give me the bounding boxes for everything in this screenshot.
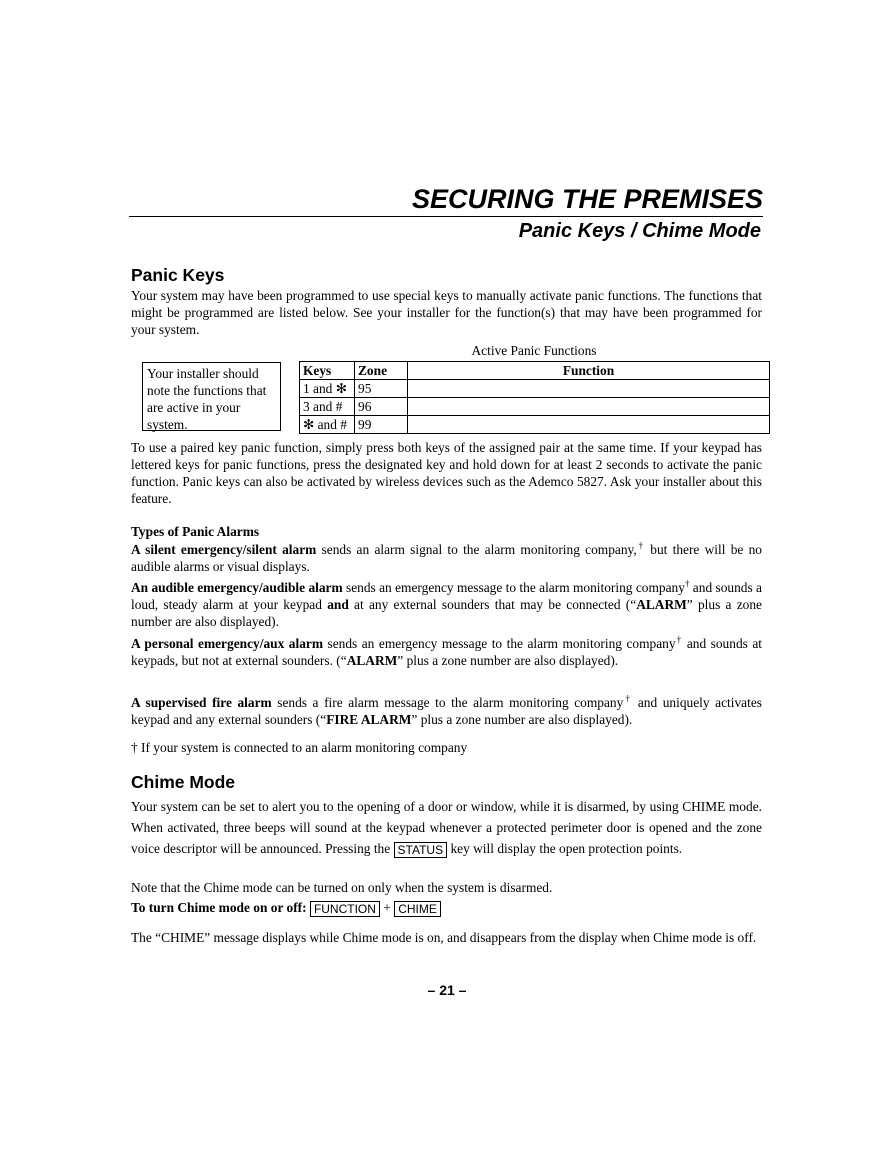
- chime-toggle-label: To turn Chime mode on or off:: [131, 900, 307, 915]
- installer-note-text: Your installer should note the functions that are active in your system.: [147, 366, 267, 432]
- row-function: [408, 416, 770, 434]
- status-key: STATUS: [394, 842, 448, 858]
- silent-alarm-text: A silent emergency/silent alarm sends an alarm signal to the alarm monitoring company,† but there will be no audible alarms or visual displays.: [131, 540, 762, 574]
- table-row: [300, 398, 770, 416]
- dagger-mark: †: [684, 578, 690, 589]
- table-row: [300, 416, 770, 434]
- header-zone: Zone: [355, 362, 408, 380]
- plus-sign: +: [383, 900, 391, 915]
- row-zone: 99: [355, 416, 408, 434]
- audible-alarm-term: An audible emergency/audible alarm: [131, 580, 343, 595]
- chime-key: CHIME: [394, 901, 441, 917]
- chime-display-note: The “CHIME” message displays while Chime mode is on, and disappears from the display when Chime mode is off.: [131, 930, 757, 945]
- page-subtitle: Panic Keys / Chime Mode: [518, 220, 761, 242]
- dagger-mark: †: [623, 693, 633, 704]
- panic-usage-text: To use a paired key panic function, simply press both keys of the assigned pair at the same time. If your keypad has lettered keys for panic functions, press the designated key and hold down for at least 2 seconds to activate the panic function. Panic keys can also be activated by wireless devices such as the Ademco 5827. Ask your installer about this feature.: [131, 440, 762, 506]
- page-title: SECURING THE PREMISES: [411, 184, 763, 214]
- chime-disarmed-note: Note that the Chime mode can be turned on only when the system is disarmed.: [131, 880, 553, 895]
- table-caption: Active Panic Functions: [471, 343, 597, 358]
- fire-alarm-text: A supervised fire alarm sends a fire alarm message to the alarm monitoring company† and uniquely activates keypad and any external sounders (“FIRE ALARM” plus a zone number are also displayed).: [131, 693, 762, 727]
- header-function: Function: [408, 362, 770, 380]
- page-number: – 21 –: [427, 982, 467, 998]
- chime-intro: Your system can be set to alert you to the opening of a door or window, while it is disarmed, by using CHIME mode. When activated, three beeps will sound at the keypad whenever a protected perimeter door is opened and the zone voice descriptor will be announced. Pressing the STATUS key will display the open protection points.: [131, 799, 762, 857]
- panic-keys-heading: Panic Keys: [131, 265, 225, 285]
- table-row: [300, 380, 770, 398]
- types-heading: Types of Panic Alarms: [131, 524, 260, 539]
- row-keys: 1 and ✻: [300, 380, 355, 398]
- silent-alarm-term: A silent emergency/silent alarm: [131, 542, 317, 557]
- function-key: FUNCTION: [310, 901, 380, 917]
- row-keys: 3 and #: [300, 398, 355, 416]
- fire-alarm-term: A supervised fire alarm: [131, 695, 272, 710]
- dagger-mark: †: [636, 540, 646, 551]
- row-zone: 96: [355, 398, 408, 416]
- row-function: [408, 380, 770, 398]
- row-zone: 95: [355, 380, 408, 398]
- dagger-mark: †: [675, 634, 683, 645]
- footnote: † If your system is connected to an alarm monitoring company: [131, 740, 468, 755]
- row-function: [408, 398, 770, 416]
- header-keys: Keys: [300, 362, 355, 380]
- personal-alarm-term: A personal emergency/aux alarm: [131, 636, 323, 651]
- audible-alarm-text: An audible emergency/audible alarm sends an emergency message to the alarm monitoring company† and sounds a loud, steady alarm at your keypad and at any external sounders that may be connected (“ALARM” plus a zone number are also displayed).: [131, 578, 763, 629]
- chime-toggle-instruction: [131, 899, 762, 917]
- panic-functions-table: [299, 361, 770, 434]
- title-divider: [129, 216, 763, 217]
- row-keys: ✻ and #: [300, 416, 355, 434]
- personal-alarm-text: A personal emergency/aux alarm sends an emergency message to the alarm monitoring company† and sounds at keypads, but not at external sounders. (“ALARM” plus a zone number are also displayed).: [131, 634, 763, 668]
- table-header-row: [300, 362, 770, 380]
- panic-keys-intro: Your system may have been programmed to use special keys to manually activate panic functions. The functions that might be programmed are listed below. See your installer for the function(s) that may have been programmed for your system.: [131, 288, 762, 337]
- installer-note-box: [142, 362, 281, 431]
- chime-mode-heading: Chime Mode: [131, 772, 236, 792]
